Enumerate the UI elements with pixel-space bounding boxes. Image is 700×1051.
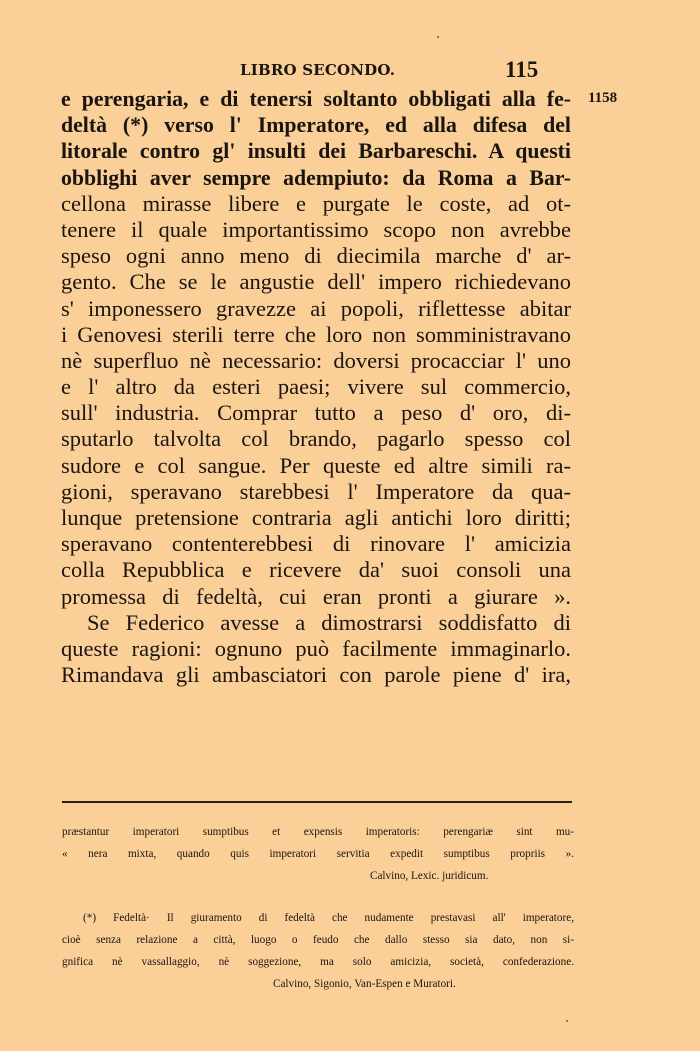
footnotes: [62, 821, 574, 995]
body-line: sudore e col sangue. Per queste ed altre simili ra-: [61, 452, 571, 478]
body-line: promessa di fedeltà, cui eran pronti a giurare ».: [61, 583, 571, 609]
body-line: gento. Che se le angustie dell' impero richiedevano: [61, 269, 571, 295]
body-line: speravano contenterebbesi di rinovare l' amicizia: [61, 531, 571, 557]
body-line: litorale contro gl' insulti dei Barbareschi. A questi: [61, 139, 571, 164]
body-line: sull' industria. Comprar tutto a peso d' oro, di-: [61, 400, 571, 426]
body-text: [61, 86, 571, 688]
body-line: deltà (*) verso l' Imperatore, ed alla difesa del: [61, 113, 571, 138]
body-line: obblighi aver sempre adempiuto: da Roma a Bar-: [61, 165, 571, 190]
footnote-gap: [62, 887, 574, 907]
running-head: LIBRO SECONDO.: [240, 61, 396, 79]
body-line: queste ragioni: ognuno può facilmente immaginarlo.: [61, 635, 571, 661]
body-line: Se Federico avesse a dimostrarsi soddisfatto di: [87, 609, 571, 635]
body-line: e l' altro da esteri paesi; vivere sul commercio,: [61, 374, 571, 400]
footnote-citation: Calvino, Sigonio, Van-Espen e Muratori.: [273, 978, 456, 990]
footnote-citation: Calvino, Lexic. juridicum.: [370, 870, 489, 882]
body-line: Rimandava gli ambasciatori con parole piene d' ira,: [61, 662, 571, 688]
body-line: s' imponessero gravezze ai popoli, riflettesse abitar: [61, 295, 571, 321]
body-line: e perengaria, e di tenersi soltanto obbligati alla fe-: [61, 87, 571, 111]
body-line: cellona mirasse libere e purgate le coste, ad ot-: [61, 190, 571, 216]
margin-year-note: 1158: [588, 90, 618, 106]
footnote-line: (*) Fedeltà· Il giuramento di fedeltà che nudamente prestavasi all' imperatore,: [83, 912, 574, 924]
paper-speck: [437, 36, 439, 38]
footnote-line: « nera mixta, quando quis imperatori servitia expedit sumptibus propriis ».: [62, 848, 574, 860]
body-line: colla Repubblica e ricevere da' suoi consoli una: [61, 557, 571, 583]
footnote-line: gnifica nè vassallaggio, nè soggezione, ma solo amicizia, società, confederazione.: [62, 956, 574, 968]
body-line: tenere il quale importantissimo scopo non avrebbe: [61, 216, 571, 242]
paper-speck: [566, 1020, 568, 1022]
body-line: i Genovesi sterili terre che loro non somministravano: [61, 321, 571, 347]
page-header: [0, 59, 700, 85]
body-line: gioni, speravano starebbesi l' Imperatore da qua-: [61, 478, 571, 504]
body-line: speso ogni anno meno di diecimila marche d' ar-: [61, 243, 571, 269]
footnote-divider: [62, 801, 572, 803]
page-number: 115: [505, 57, 539, 82]
body-line: nè superfluo nè necessario: doversi procacciar l' uno: [61, 347, 571, 373]
footnote-line: præstantur imperatori sumptibus et expensis imperatoris: perengariæ sint mu-: [62, 826, 574, 838]
body-line: sputarlo talvolta col brando, pagarlo spesso col: [61, 426, 571, 452]
body-line: lunque pretensione contraria agli antichi loro diritti;: [61, 505, 571, 530]
footnote-line: cioè senza relazione a città, luogo o feudo che dallo stesso sia dato, non si-: [62, 934, 574, 946]
